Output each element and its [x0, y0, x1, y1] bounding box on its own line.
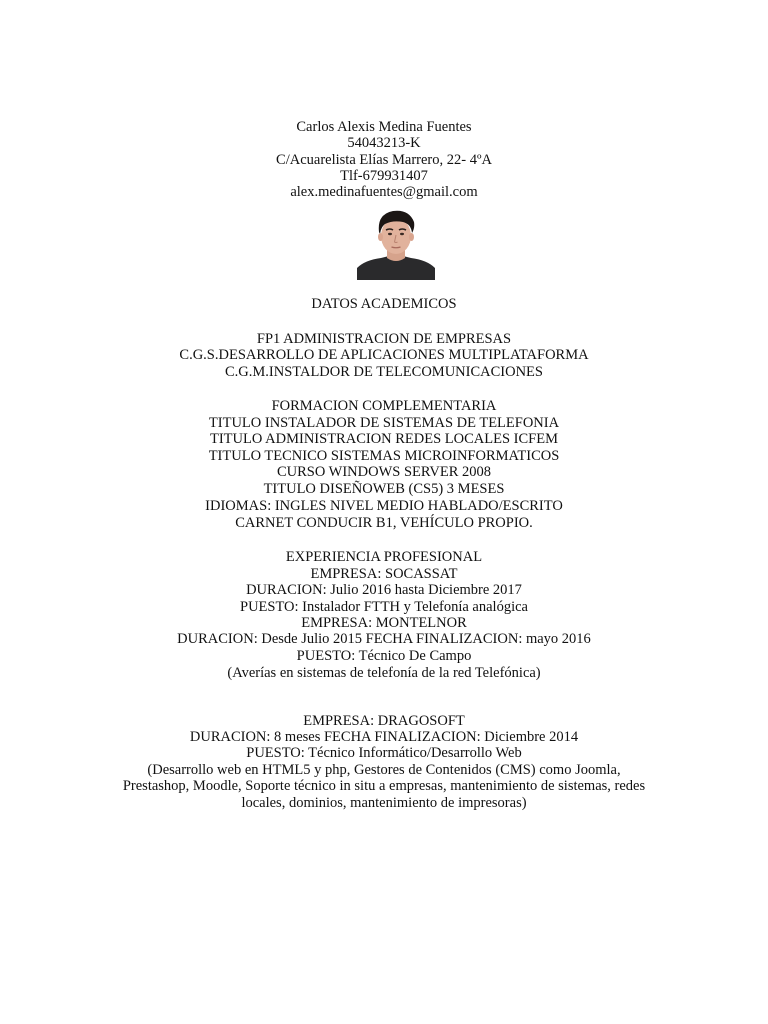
portrait-photo-icon: [357, 208, 435, 280]
address: C/Acuarelista Elías Marrero, 22- 4ºA: [276, 152, 492, 168]
complementary-item: CARNET CONDUCIR B1, VEHÍCULO PROPIO.: [235, 515, 533, 531]
complementary-item: TITULO ADMINISTRACION REDES LOCALES ICFEM: [210, 431, 558, 447]
academic-item: C.G.M.INSTALDOR DE TELECOMUNICACIONES: [225, 364, 543, 380]
academic-section-title: DATOS ACADEMICOS: [311, 296, 457, 312]
job2-duration: DURACION: Desde Julio 2015 FECHA FINALIZACION: mayo 2016: [177, 631, 591, 647]
job2-note: (Averías en sistemas de telefonía de la red Telefónica): [227, 665, 541, 681]
complementary-item: TITULO DISEÑOWEB (CS5) 3 MESES: [263, 481, 505, 497]
job1-position: PUESTO: Instalador FTTH y Telefonía analógica: [240, 599, 528, 615]
complementary-item: TITULO TECNICO SISTEMAS MICROINFORMATICOS: [208, 448, 560, 464]
job2-position: PUESTO: Técnico De Campo: [296, 648, 472, 664]
job1-duration: DURACION: Julio 2016 hasta Diciembre 2017: [246, 582, 522, 598]
job2-company: EMPRESA: MONTELNOR: [301, 615, 467, 631]
candidate-name: Carlos Alexis Medina Fuentes: [296, 119, 472, 135]
complementary-item: TITULO INSTALADOR DE SISTEMAS DE TELEFONIA: [208, 415, 560, 431]
academic-item: C.G.S.DESARROLLO DE APLICACIONES MULTIPLATAFORMA: [179, 347, 589, 363]
id-number: 54043213-K: [347, 135, 421, 151]
job3-note-line: locales, dominios, mantenimiento de impresoras): [241, 795, 527, 811]
experience-section-title: EXPERIENCIA PROFESIONAL: [285, 549, 483, 565]
academic-item: FP1 ADMINISTRACION DE EMPRESAS: [256, 331, 512, 347]
job3-note-line: Prestashop, Moodle, Soporte técnico in situ a empresas, mantenimiento de sistemas, redes: [122, 778, 646, 794]
complementary-section-title: FORMACION COMPLEMENTARIA: [271, 398, 497, 414]
job3-duration: DURACION: 8 meses FECHA FINALIZACION: Diciembre 2014: [189, 729, 579, 745]
email: alex.medinafuentes@gmail.com: [290, 184, 478, 200]
phone: Tlf-679931407: [340, 168, 428, 184]
complementary-item: CURSO WINDOWS SERVER 2008: [276, 464, 492, 480]
job3-position: PUESTO: Técnico Informático/Desarrollo Web: [246, 745, 522, 761]
job3-company: EMPRESA: DRAGOSOFT: [303, 713, 465, 729]
complementary-item: IDIOMAS: INGLES NIVEL MEDIO HABLADO/ESCRITO: [205, 498, 563, 514]
job3-note-line: (Desarrollo web en HTML5 y php, Gestores de Contenidos (CMS) como Joomla,: [147, 762, 621, 778]
job1-company: EMPRESA: SOCASSAT: [310, 566, 458, 582]
